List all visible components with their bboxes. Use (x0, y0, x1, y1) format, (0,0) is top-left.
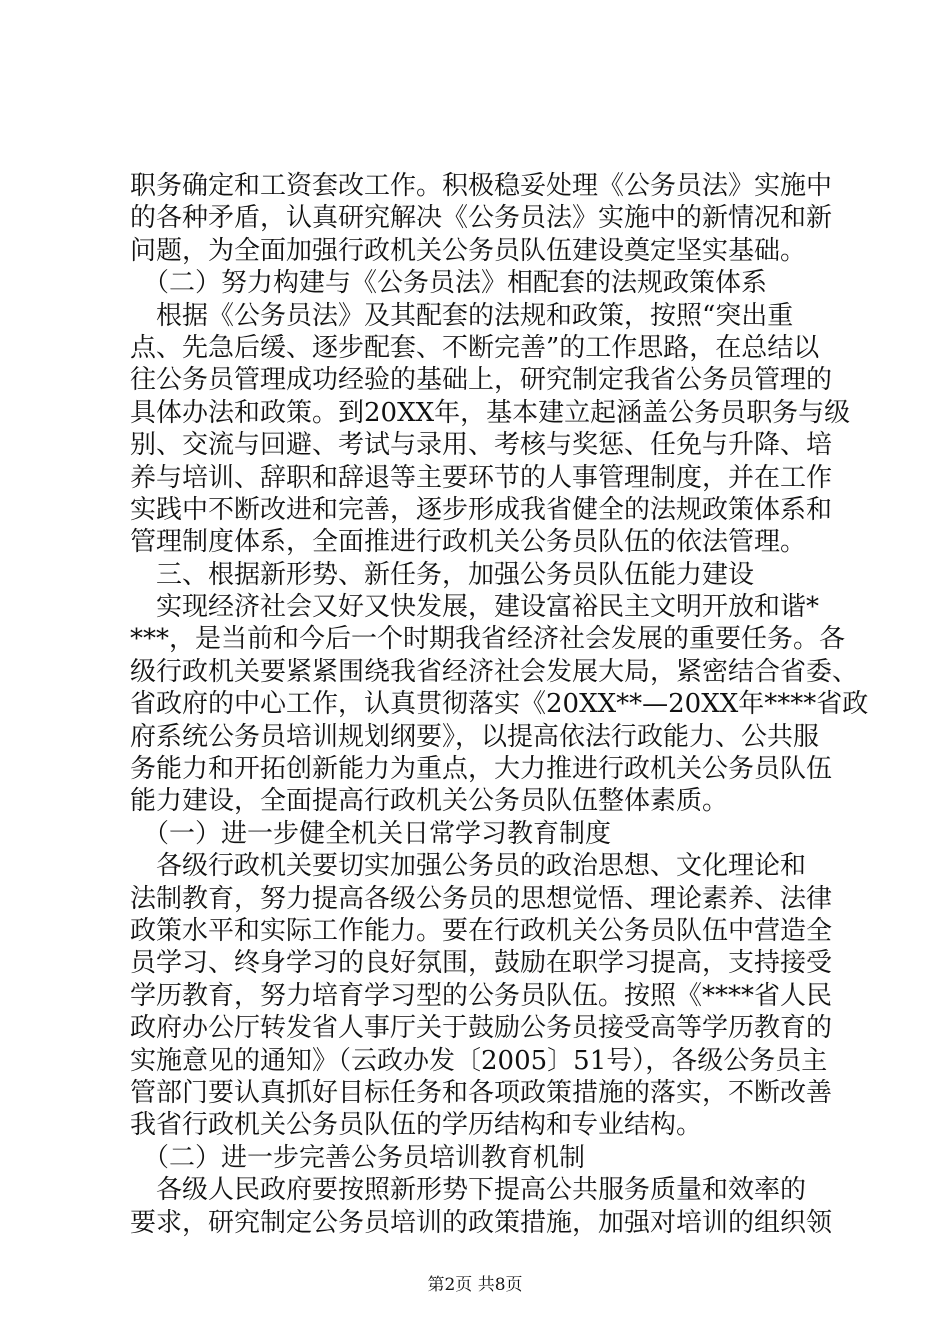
text-line: 我省行政机关公务员队伍的学历结构和专业结构。 (130, 1110, 703, 1141)
text-line: 职务确定和工资套改工作。积极稳妥处理《公务员法》实施中 (130, 171, 833, 201)
section-heading: （二）努力构建与《公务员法》相配套的法规政策体系 (130, 268, 768, 299)
text-line: 的各种矛盾，认真研究解决《公务员法》实施中的新情况和新 (130, 203, 833, 234)
text-line: 点、先急后缓、逐步配套、不断完善”的工作思路，在总结以 (130, 332, 820, 363)
page-number-footer: 第2页 共8页 (427, 1275, 523, 1295)
text-line: 根据《公务员法》及其配套的法规和政策，按照“突出重 (130, 300, 794, 331)
text-line: 往公务员管理成功经验的基础上，研究制定我省公务员管理的 (130, 365, 833, 396)
text-line: 员学习、终身学习的良好氛围，鼓励在职学习提高，支持接受 (130, 948, 833, 979)
text-line: 问题，为全面加强行政机关公务员队伍建设奠定坚实基础。 (130, 235, 807, 266)
text-line: 政府办公厅转发省人事厅关于鼓励公务员接受高等学历教育的 (130, 1013, 833, 1044)
text-line: 要求，研究制定公务员培训的政策措施，加强对培训的组织领 (130, 1207, 833, 1238)
text-line: 具体办法和政策。到20XX年，基本建立起涵盖公务员职务与级 (130, 397, 851, 428)
text-line: 养与培训、辞职和辞退等主要环节的人事管理制度，并在工作 (130, 462, 833, 493)
text-line: 实践中不断改进和完善，逐步形成我省健全的法规政策体系和 (130, 494, 833, 525)
text-line: 政策水平和实际工作能力。要在行政机关公务员队伍中营造全 (130, 915, 833, 946)
text-line: 府系统公务员培训规划纲要》，以提高依法行政能力、公共服 (130, 721, 820, 752)
section-heading: 三、根据新形势、新任务，加强公务员队伍能力建设 (130, 559, 755, 590)
section-heading: （二）进一步完善公务员培训教育机制 (130, 1142, 586, 1173)
text-line: 省政府的中心工作，认真贯彻落实《20XX**—20XX年****省政 (130, 689, 869, 720)
text-line: 级行政机关要紧紧围绕我省经济社会发展大局，紧密结合省委、 (130, 656, 859, 687)
text-line: 实施意见的通知》（云政办发〔2005〕51号），各级公务员主 (130, 1045, 828, 1076)
text-line: 管理制度体系，全面推进行政机关公务员队伍的依法管理。 (130, 527, 807, 558)
text-line: 各级人民政府要按照新形势下提高公共服务质量和效率的 (130, 1175, 807, 1206)
text-line: 实现经济社会又好又快发展，建设富裕民主文明开放和谐* (130, 592, 820, 623)
text-line: 法制教育，努力提高各级公务员的思想觉悟、理论素养、法律 (130, 883, 833, 914)
text-line: 务能力和开拓创新能力为重点，大力推进行政机关公务员队伍 (130, 754, 833, 785)
text-line: 各级行政机关要切实加强公务员的政治思想、文化理论和 (130, 851, 807, 882)
text-line: ***，是当前和今后一个时期我省经济社会发展的重要任务。各 (130, 624, 846, 655)
section-heading: （一）进一步健全机关日常学习教育制度 (130, 818, 612, 849)
text-line: 学历教育，努力培育学习型的公务员队伍。按照《****省人民 (130, 980, 833, 1011)
text-line: 能力建设，全面提高行政机关公务员队伍整体素质。 (130, 786, 729, 817)
body-text (130, 170, 869, 1239)
text-line: 管部门要认真抓好目标任务和各项政策措施的落实，不断改善 (130, 1077, 833, 1108)
text-line: 别、交流与回避、考试与录用、考核与奖惩、任免与升降、培 (130, 430, 833, 461)
